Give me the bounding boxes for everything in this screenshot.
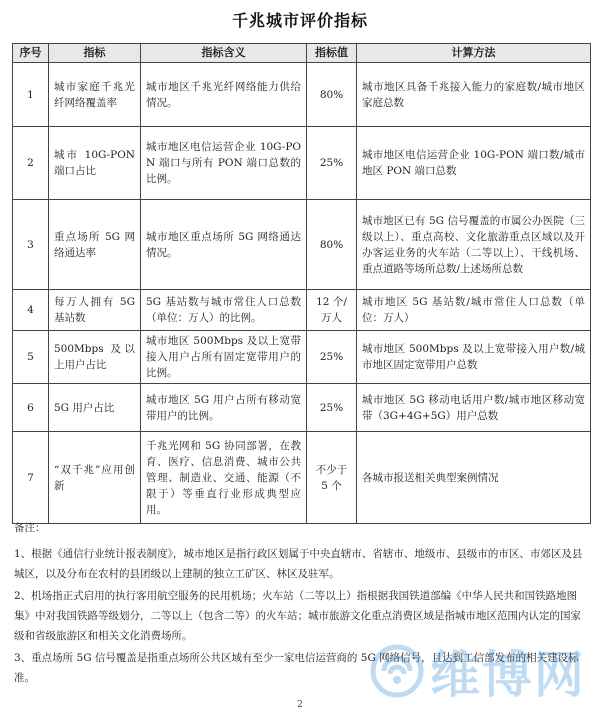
notes-title: 备注： <box>14 522 46 534</box>
row-method: 城市地区 5G 基站数/城市常住人口总数（单位：万人） <box>357 290 591 331</box>
row-indicator: 城市 10G-PON 端口占比 <box>49 127 141 200</box>
note-item: 3、重点场所 5G 信号覆盖是指重点场所公共区域有至少一家电信运营商的 5G 网络信号，且达到工信部发布的相关建设标准。 <box>14 652 579 684</box>
row-indicator: 5G 用户占比 <box>49 384 141 432</box>
row-num: 2 <box>13 127 49 200</box>
watermark <box>370 636 595 706</box>
row-value: 80% <box>307 200 357 290</box>
row-method: 城市地区 500Mbps 及以上宽带接入用户数/城市地区固定宽带用户总数 <box>357 331 591 384</box>
row-meaning: 千兆光网和 5G 协同部署，在教育、医疗、信息消费、城市公共管理、制造业、交通、能源（不限于）等垂直行业形成典型应用。 <box>141 432 307 524</box>
row-value: 不少于 5 个 <box>307 432 357 524</box>
row-method: 城市地区已有 5G 信号覆盖的市属公办医院（三级以上）、重点高校、文化旅游重点区域以及开办客运业务的火车站（二等以上）、干线机场、重点道路等场所总数/上述场所总数 <box>357 200 591 290</box>
row-num: 5 <box>13 331 49 384</box>
table-row <box>13 384 591 432</box>
document-title: 千兆城市评价指标 <box>231 11 368 30</box>
row-meaning: 城市地区 500Mbps 及以上宽带接入用户占所有固定宽带用户的比例。 <box>141 331 307 384</box>
row-value: 25% <box>307 331 357 384</box>
row-num: 4 <box>13 290 49 331</box>
row-value: 12 个/万人 <box>307 290 357 331</box>
row-indicator: 500Mbps 及以上用户占比 <box>49 331 141 384</box>
table-row <box>13 290 591 331</box>
header-meaning: 指标含义 <box>141 44 307 63</box>
row-meaning: 城市地区电信运营企业 10G-PON 端口与所有 PON 端口总数的比例。 <box>141 127 307 200</box>
table-row <box>13 200 591 290</box>
note-item: 2、机场指正式启用的执行客用航空服务的民用机场；火车站（二等以上）指根据我国铁道部编《中华人民共和国铁路地图集》中对我国铁路等级划分，二等以上（包含二等）的火车站；城市旅游文化重点消费区域是指城市地区范围内认定的国家级和省级旅游区和相关文化消费场所。 <box>14 590 581 642</box>
row-indicator: “双千兆”应用创新 <box>49 432 141 524</box>
header-value: 指标值 <box>307 44 357 63</box>
row-indicator: 每万人拥有 5G 基站数 <box>49 290 141 331</box>
header-num: 序号 <box>13 44 49 63</box>
table-header-row <box>13 44 591 63</box>
row-method: 城市地区电信运营企业 10G-PON 端口数/城市地区 PON 端口总数 <box>357 127 591 200</box>
row-num: 7 <box>13 432 49 524</box>
row-indicator: 重点场所 5G 网络通达率 <box>49 200 141 290</box>
row-num: 1 <box>13 63 49 127</box>
row-method: 城市地区具备千兆接入能力的家庭数/城市地区家庭总数 <box>357 63 591 127</box>
row-meaning: 城市地区千兆光纤网络能力供给情况。 <box>141 63 307 127</box>
row-method: 各城市报送相关典型案例情况 <box>357 432 591 524</box>
row-value: 80% <box>307 63 357 127</box>
row-value: 25% <box>307 127 357 200</box>
table-row <box>13 63 591 127</box>
row-value: 25% <box>307 384 357 432</box>
row-num: 6 <box>13 384 49 432</box>
watermark-text: 维博网 <box>430 646 586 704</box>
row-meaning: 城市地区 5G 用户占所有移动宽带用户的比例。 <box>141 384 307 432</box>
row-meaning: 5G 基站数与城市常住人口总数（单位：万人）的比例。 <box>141 290 307 331</box>
row-method: 城市地区 5G 移动电话用户数/城市地区移动宽带（3G+4G+5G）用户总数 <box>357 384 591 432</box>
row-num: 3 <box>13 200 49 290</box>
row-meaning: 城市地区重点场所 5G 网络通达情况。 <box>141 200 307 290</box>
wifi-logo-icon <box>370 644 424 698</box>
table-row <box>13 127 591 200</box>
row-indicator: 城市家庭千兆光纤网络覆盖率 <box>49 63 141 127</box>
table-row <box>13 432 591 524</box>
table-row <box>13 331 591 384</box>
header-name: 指标 <box>49 44 141 63</box>
header-method: 计算方法 <box>357 44 591 63</box>
page-number: 2 <box>297 700 303 710</box>
note-item: 1、根据《通信行业统计报表制度》，城市地区是指行政区划属于中央直辖市、省辖市、地级市、县级市的市区、市郊区及县城区，以及分布在农村的县团级以上建制的独立工矿区、林区及驻军。 <box>14 548 583 580</box>
indicator-table <box>12 43 591 524</box>
